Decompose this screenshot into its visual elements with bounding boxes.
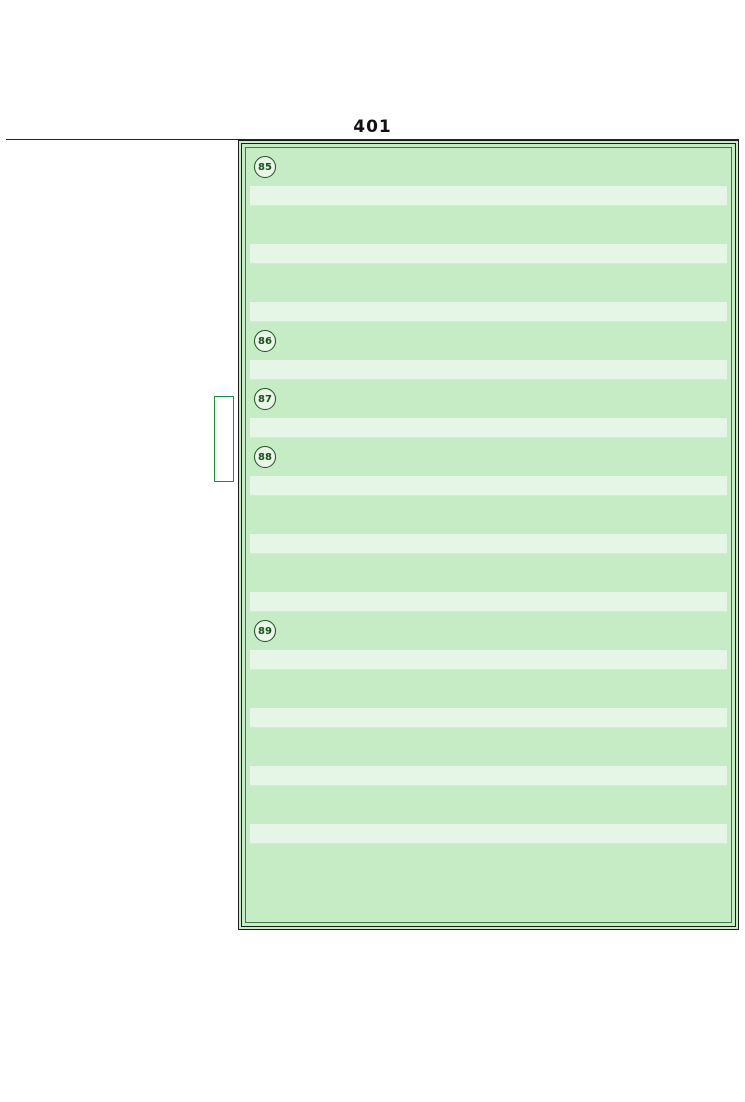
verse-line (250, 786, 727, 824)
verse-translation (250, 302, 727, 322)
quran-panel (238, 140, 739, 930)
verse-line (250, 380, 727, 418)
bottom-commentary-line (6, 1036, 739, 1056)
side-commentary-line (8, 198, 208, 217)
verse-translation (250, 186, 727, 206)
side-commentary-line (8, 294, 208, 313)
bottom-commentary-line (6, 975, 739, 995)
top-commentary-line (6, 44, 739, 64)
side-commentary-line (8, 217, 208, 236)
page-header (6, 104, 739, 140)
ayah-number-marker: 87 (254, 388, 276, 410)
verse-translation (250, 650, 727, 670)
side-commentary-line (8, 389, 208, 408)
side-commentary (8, 140, 208, 930)
verse-line (250, 554, 727, 592)
side-commentary-line (8, 447, 208, 466)
verse-line (250, 496, 727, 534)
side-commentary-line (8, 543, 208, 562)
side-commentary-line (8, 466, 208, 485)
side-commentary-line (8, 409, 208, 428)
bottom-commentary-line (6, 1077, 739, 1097)
side-commentary-line (8, 831, 208, 850)
side-commentary-line (8, 428, 208, 447)
verse-translation (250, 476, 727, 496)
side-commentary-line (8, 754, 208, 773)
ayah-number-marker: 88 (254, 446, 276, 468)
verse-list (250, 148, 727, 844)
side-commentary-line (8, 485, 208, 504)
top-commentary-line (6, 84, 739, 104)
verse-line (250, 612, 727, 650)
bottom-commentary (6, 934, 739, 1098)
side-commentary-line (8, 332, 208, 351)
side-commentary-line (8, 140, 208, 159)
side-commentary-line (8, 716, 208, 735)
side-commentary-line (8, 313, 208, 332)
side-commentary-line (8, 850, 208, 869)
side-commentary-line (8, 581, 208, 600)
verse-translation (250, 418, 727, 438)
verse-translation (250, 360, 727, 380)
side-commentary-line (8, 677, 208, 696)
side-commentary-line (8, 159, 208, 178)
verse-translation (250, 766, 727, 786)
side-commentary-line (8, 236, 208, 255)
side-commentary-line (8, 639, 208, 658)
bottom-commentary-line (6, 1056, 739, 1076)
verse-translation (250, 592, 727, 612)
verse-translation (250, 824, 727, 844)
top-commentary-line (6, 4, 739, 24)
side-commentary-line (8, 735, 208, 754)
side-commentary-line (8, 658, 208, 677)
side-commentary-line (8, 562, 208, 581)
verse-line (250, 670, 727, 708)
verse-line (250, 206, 727, 244)
verse-line (250, 322, 727, 360)
side-commentary-line (8, 524, 208, 543)
side-commentary-line (8, 255, 208, 274)
side-commentary-line (8, 274, 208, 293)
side-commentary-line (8, 370, 208, 389)
ruku-mark (214, 396, 234, 482)
side-commentary-line (8, 620, 208, 639)
page-number: 401 (353, 117, 392, 137)
bottom-commentary-line (6, 1016, 739, 1036)
side-commentary-line (8, 696, 208, 715)
side-commentary-line (8, 869, 208, 888)
side-commentary-line (8, 888, 208, 907)
verse-line (250, 438, 727, 476)
side-commentary-line (8, 792, 208, 811)
ayah-number-marker: 89 (254, 620, 276, 642)
verse-translation (250, 244, 727, 264)
side-commentary-line (8, 351, 208, 370)
top-commentary (6, 4, 739, 104)
side-commentary-line (8, 773, 208, 792)
verse-line (250, 264, 727, 302)
side-commentary-line (8, 505, 208, 524)
ayah-number-marker: 85 (254, 156, 276, 178)
top-commentary-line (6, 64, 739, 84)
side-commentary-line (8, 601, 208, 620)
top-commentary-line (6, 24, 739, 44)
verse-line (250, 728, 727, 766)
verse-translation (250, 534, 727, 554)
bottom-commentary-line (6, 995, 739, 1015)
ayah-number-marker: 86 (254, 330, 276, 352)
margin-counter (212, 730, 234, 820)
verse-line (250, 148, 727, 186)
bottom-commentary-line (6, 954, 739, 974)
bottom-commentary-line (6, 934, 739, 954)
side-commentary-line (8, 812, 208, 831)
side-commentary-line (8, 178, 208, 197)
verse-translation (250, 708, 727, 728)
